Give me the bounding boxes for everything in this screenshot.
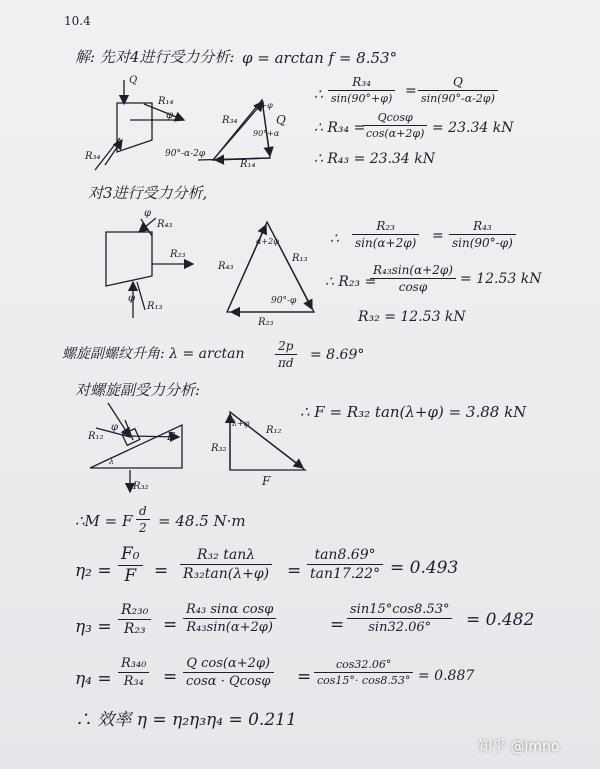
- tri3-r32-label: R₃₂: [211, 443, 227, 454]
- eq-r32: R₃₂ = 12.53 kN: [358, 309, 466, 325]
- fig1-r14-label: R₁₄: [158, 96, 174, 107]
- fig3-r13-label: R₁₃: [147, 301, 163, 312]
- fig2-q-label: Q: [276, 113, 286, 127]
- fig2-angle-label: 90°-α-2φ: [165, 149, 206, 159]
- fig3-r23-label: R₂₃: [170, 249, 186, 260]
- fig5-r32-label: R₃₂: [133, 481, 149, 492]
- tri2-r43-label: R₄₃: [218, 261, 234, 272]
- intro-body3: 对3进行受力分析,: [88, 184, 208, 202]
- lead-angle-result: = 8.69°: [310, 347, 365, 363]
- eq-r34-lead: ∴ R₃₄ =: [314, 120, 366, 136]
- fig2-alpha-phi-label: α+φ: [255, 101, 273, 110]
- fig3-r43-label: R₄₃: [157, 219, 173, 230]
- intro-screw: 对螺旋副受力分析:: [75, 381, 201, 399]
- figure-screw-incline: [90, 403, 182, 492]
- tri2-r13-label: R₁₃: [292, 253, 308, 264]
- eq-r34-result: = 23.34 kN: [432, 120, 514, 136]
- fig5-f-label: F: [167, 430, 175, 443]
- tri3-top-angle: λ+φ: [232, 419, 250, 428]
- eq-r23-lead: ∴ R₂₃ =: [325, 274, 377, 290]
- watermark: 知乎 @lmno: [478, 739, 560, 755]
- moment-lead: ∴M = F: [75, 512, 133, 530]
- eta2-result: = 0.493: [390, 558, 459, 578]
- eq-r34-fraction: Qcosφ cos(α+2φ): [363, 112, 427, 139]
- fig2-r14-label: R₁₄: [240, 159, 256, 170]
- eq-r23-result: = 12.53 kN: [460, 271, 542, 287]
- eq1-left-fraction: R₃₄ sin(90°+φ): [328, 76, 395, 104]
- fig2-r34-label: R₃₄: [222, 115, 238, 126]
- eta3-fraction-2: R₄₃ sinα cosφ R₄₃sin(α+2φ): [183, 603, 276, 634]
- eta4-fraction-1: R₃₄₀ R₃₄: [118, 657, 149, 688]
- lead-angle-text: 螺旋副螺纹升角: λ = arctan: [62, 346, 245, 362]
- moment-fraction: d 2: [136, 505, 150, 534]
- final-efficiency: ∴ 效率 η = η₂η₃η₄ = 0.211: [75, 710, 297, 730]
- eq-r23-fraction: R₄₃sin(α+2φ) cosφ: [370, 264, 456, 293]
- eta2-fraction-3: tan8.69° tan17.22°: [307, 548, 383, 581]
- eta4-equals-2: =: [297, 667, 312, 687]
- moment-result: = 48.5 N·m: [158, 512, 246, 530]
- eq-r23-right-fraction: R₄₃ sin(90°-φ): [449, 220, 516, 249]
- fig5-phi-label: φ: [111, 422, 119, 433]
- eta2-equals-2: =: [287, 561, 302, 581]
- therefore-1: ∴: [314, 87, 323, 103]
- fig3-phi-label-2: φ: [128, 293, 136, 304]
- fig1-phi-label: φ: [166, 110, 174, 121]
- eq1-equals: =: [405, 83, 417, 99]
- eta2-equals-1: =: [154, 561, 169, 581]
- page-number: 10.4: [64, 14, 91, 28]
- eta4-fraction-3: cos32.06° cos15°· cos8.53°: [314, 659, 413, 686]
- eq-r43: ∴ R₄₃ = 23.34 kN: [314, 151, 436, 167]
- eq-force: ∴ F = R₃₂ tan(λ+φ) = 3.88 kN: [300, 403, 527, 421]
- eta3-lhs: η₃ =: [75, 617, 112, 637]
- eta3-equals-2: =: [330, 615, 345, 635]
- eta4-equals-1: =: [163, 667, 178, 687]
- fig5-r12-label: R₁₂: [88, 431, 104, 442]
- eta2-fraction-1: F₀ F: [118, 546, 143, 585]
- eta4-fraction-2: Q cos(α+2φ) cosα · Qcosφ: [183, 657, 274, 688]
- phi-definition: φ = arctan f = 8.53°: [242, 49, 398, 67]
- eta3-result: = 0.482: [466, 610, 535, 630]
- tri3-r12-label: R₁₂: [266, 425, 282, 436]
- eta2-lhs: η₂ =: [75, 561, 112, 581]
- tri2-top-angle: α+2φ: [256, 237, 279, 246]
- eta4-result: = 0.887: [418, 668, 475, 684]
- fig1-r34-label: R₃₄: [85, 151, 101, 162]
- eta3-equals-1: =: [163, 615, 178, 635]
- tri3-f-label: F: [262, 474, 271, 488]
- fig2-90-alpha-label: 90°+α: [253, 129, 280, 138]
- eta3-fraction-3: sin15°cos8.53° sin32.06°: [347, 603, 452, 634]
- eta2-fraction-2: R₃₂ tanλ R₃₂tan(λ+φ): [180, 548, 272, 581]
- tri2-r23-label: R₂₃: [258, 317, 274, 328]
- eq-r23-left-fraction: R₂₃ sin(α+2φ): [352, 220, 419, 249]
- intro-body4: 解: 先对4进行受力分析:: [75, 48, 235, 66]
- eq-r23-equals: =: [432, 228, 444, 244]
- eta4-lhs: η₄ =: [75, 669, 112, 689]
- therefore-2: ∴: [330, 231, 339, 247]
- fig5-lambda-label: λ: [109, 457, 115, 466]
- lead-angle-fraction: 2p πd: [275, 340, 297, 369]
- eq1-right-fraction: Q sin(90°-α-2φ): [418, 76, 498, 104]
- fig1-q-label: Q: [129, 75, 138, 86]
- eta3-fraction-1: R₂₃₀ R₂₃: [118, 603, 151, 636]
- tri2-angle-label: 90°-φ: [271, 296, 297, 306]
- fig3-phi-label: φ: [144, 208, 152, 219]
